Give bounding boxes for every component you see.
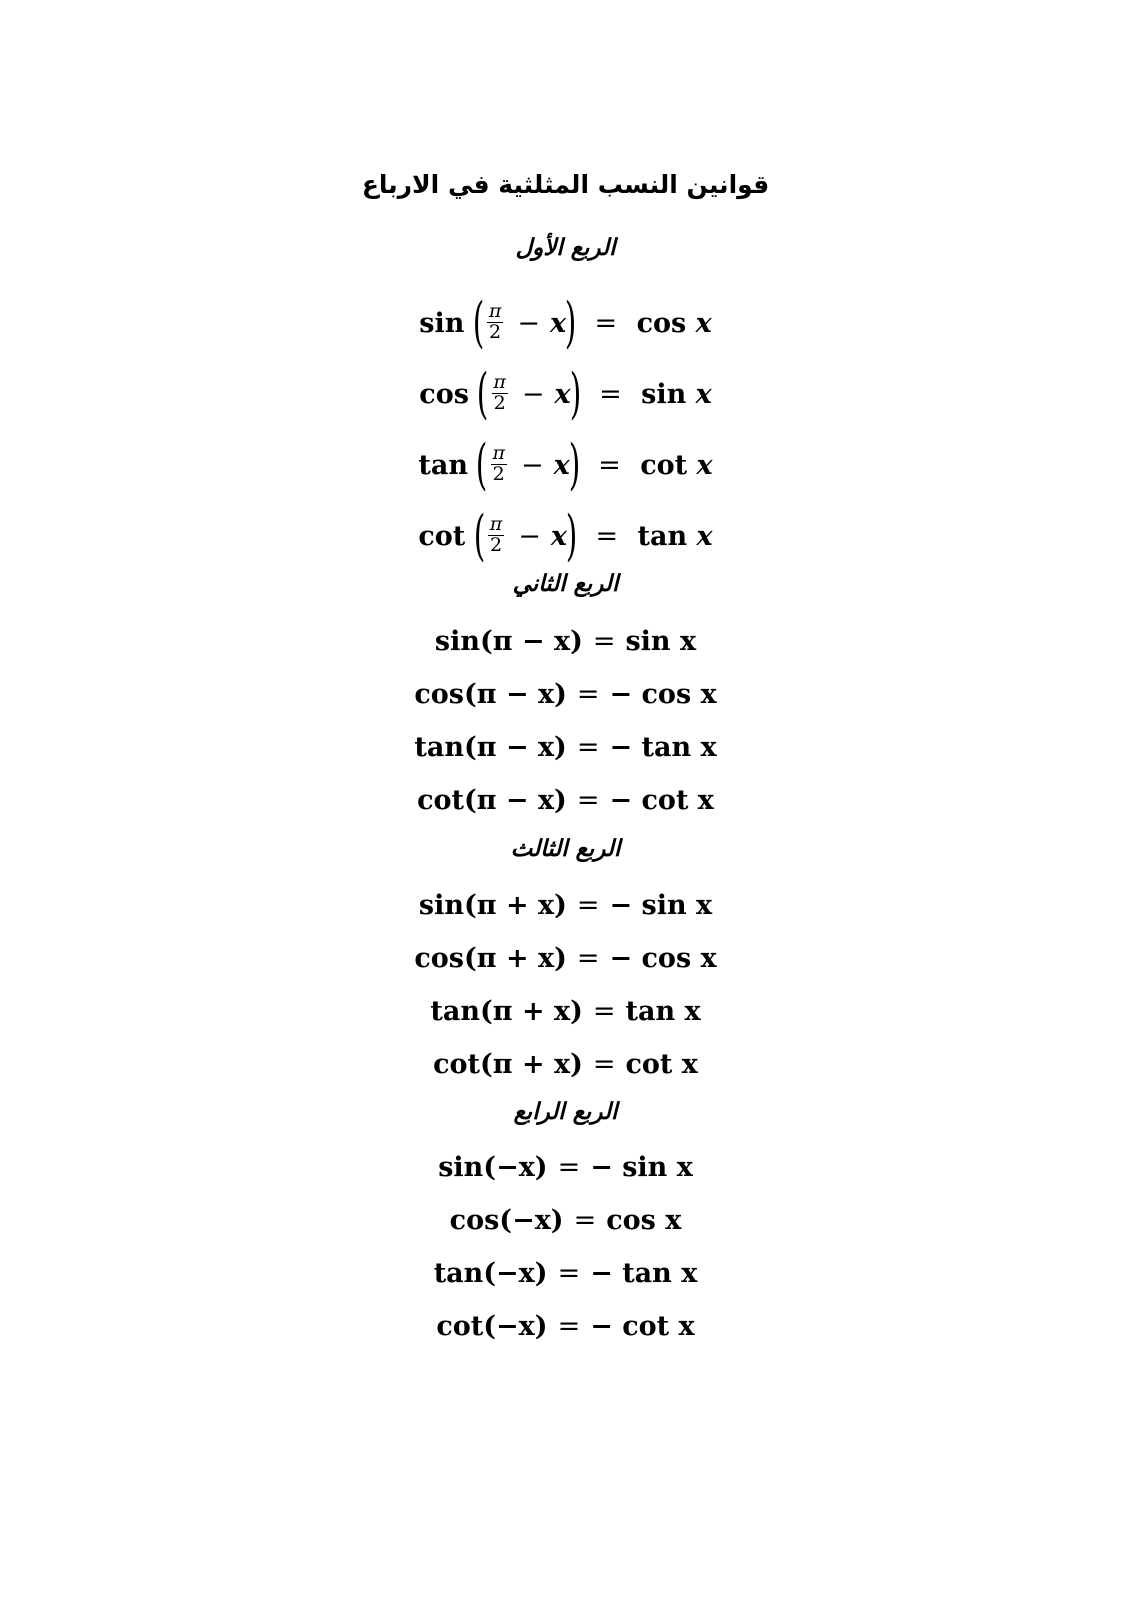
equation-q1-2 <box>0 362 1131 425</box>
variable: x <box>549 308 567 339</box>
equals-sign: = <box>576 679 600 710</box>
equals-sign: = <box>599 379 622 410</box>
equals-sign: = <box>598 450 621 481</box>
equation-lhs: sin(−x) <box>438 1152 548 1183</box>
equation-q3-1 <box>0 892 1131 919</box>
variable: x <box>553 450 570 481</box>
fraction <box>488 515 505 556</box>
fraction-numerator: π <box>492 442 505 465</box>
function-name: tan <box>418 450 468 481</box>
equation-q2-2 <box>0 681 1131 708</box>
equation-rhs: − tan x <box>590 1258 698 1289</box>
function-name: cot <box>418 521 466 552</box>
result-function: cot <box>640 450 688 481</box>
equals-sign: = <box>576 785 600 816</box>
minus-sign: − <box>520 450 544 481</box>
equals-sign: = <box>576 890 600 921</box>
equation-rhs: cos x <box>606 1205 682 1236</box>
fraction-denominator: 2 <box>489 321 502 343</box>
equation-q1-1 <box>0 291 1131 354</box>
equation-q4-2 <box>0 1207 1131 1234</box>
equation-q4-3 <box>0 1260 1131 1287</box>
equation-lhs: cot(π + x) <box>433 1049 583 1080</box>
equals-sign: = <box>576 943 600 974</box>
equation-lhs: tan(π − x) <box>414 732 567 763</box>
fraction-denominator: 2 <box>492 463 505 485</box>
equals-sign: = <box>576 732 600 763</box>
section-heading-third-quadrant: الربع الثالث <box>510 835 621 862</box>
section-heading-fourth-quadrant: الربع الرابع <box>513 1098 618 1125</box>
function-name: cos <box>419 379 469 410</box>
result-variable: x <box>695 308 712 339</box>
fraction <box>491 373 508 414</box>
equals-sign: = <box>557 1311 581 1342</box>
equals-sign: = <box>594 308 618 339</box>
equation-lhs: sin(π − x) <box>434 626 583 657</box>
section-heading-second-quadrant: الربع الثاني <box>512 570 619 597</box>
right-paren: ) <box>564 291 577 354</box>
equation-q3-2 <box>0 945 1131 972</box>
variable: x <box>554 379 571 410</box>
equation-q2-3 <box>0 734 1131 761</box>
fraction-numerator: π <box>489 513 503 536</box>
equation-rhs: − cot x <box>609 785 714 816</box>
equation-rhs: − cot x <box>590 1311 695 1342</box>
right-paren: ) <box>569 362 581 425</box>
equation-lhs: cos(π + x) <box>414 943 567 974</box>
equation-rhs: − sin x <box>590 1152 693 1183</box>
equation-q3-3 <box>0 998 1131 1025</box>
equation-q1-3 <box>0 433 1131 496</box>
equals-sign: = <box>557 1152 581 1183</box>
minus-sign: − <box>521 379 545 410</box>
result-variable: x <box>695 379 712 410</box>
equation-lhs: cos(−x) <box>449 1205 564 1236</box>
equation-lhs: cot(−x) <box>436 1311 548 1342</box>
fraction-numerator: π <box>488 300 502 323</box>
left-paren: ( <box>472 291 485 354</box>
equation-q1-4 <box>0 504 1131 567</box>
equals-sign: = <box>557 1258 581 1289</box>
equation-rhs: sin x <box>625 626 697 657</box>
equation-lhs: tan(π + x) <box>430 996 583 1027</box>
equation-q3-4 <box>0 1051 1131 1078</box>
equation-lhs: tan(−x) <box>433 1258 548 1289</box>
result-function: sin <box>641 379 687 410</box>
fraction-numerator: π <box>493 371 506 394</box>
equation-lhs: cot(π − x) <box>417 785 567 816</box>
fraction-denominator: 2 <box>489 534 503 556</box>
fraction-denominator: 2 <box>493 392 506 414</box>
equation-q2-4 <box>0 787 1131 814</box>
right-paren: ) <box>568 433 581 496</box>
equals-sign: = <box>592 1049 616 1080</box>
equation-q4-1 <box>0 1154 1131 1181</box>
equation-rhs: tan x <box>625 996 701 1027</box>
equation-lhs: sin(π + x) <box>418 890 567 921</box>
minus-sign: − <box>518 521 541 552</box>
right-paren: ) <box>565 504 578 567</box>
equation-rhs: − tan x <box>609 732 717 763</box>
equation-rhs: − cos x <box>609 943 717 974</box>
equation-rhs: − cos x <box>609 679 717 710</box>
function-name: sin <box>419 308 465 339</box>
left-paren: ( <box>476 433 488 496</box>
fraction <box>490 444 507 485</box>
result-function: cos <box>636 308 687 339</box>
left-paren: ( <box>473 504 486 567</box>
result-variable: x <box>696 521 713 552</box>
result-variable: x <box>696 450 713 481</box>
equals-sign: = <box>573 1205 597 1236</box>
left-paren: ( <box>477 362 489 425</box>
minus-sign: − <box>517 308 540 339</box>
equation-lhs: cos(π − x) <box>414 679 567 710</box>
section-heading-first-quadrant: الربع الأول <box>515 234 616 261</box>
equation-rhs: − sin x <box>609 890 713 921</box>
equation-rhs: cot x <box>625 1049 698 1080</box>
result-function: tan <box>637 521 688 552</box>
fraction <box>487 302 504 343</box>
equals-sign: = <box>592 626 616 657</box>
equation-q2-1 <box>0 628 1131 655</box>
variable: x <box>550 521 567 552</box>
equation-q4-4 <box>0 1313 1131 1340</box>
equals-sign: = <box>592 996 616 1027</box>
page-title: قوانين النسب المثلثية في الارباع <box>361 170 770 199</box>
equals-sign: = <box>595 521 619 552</box>
